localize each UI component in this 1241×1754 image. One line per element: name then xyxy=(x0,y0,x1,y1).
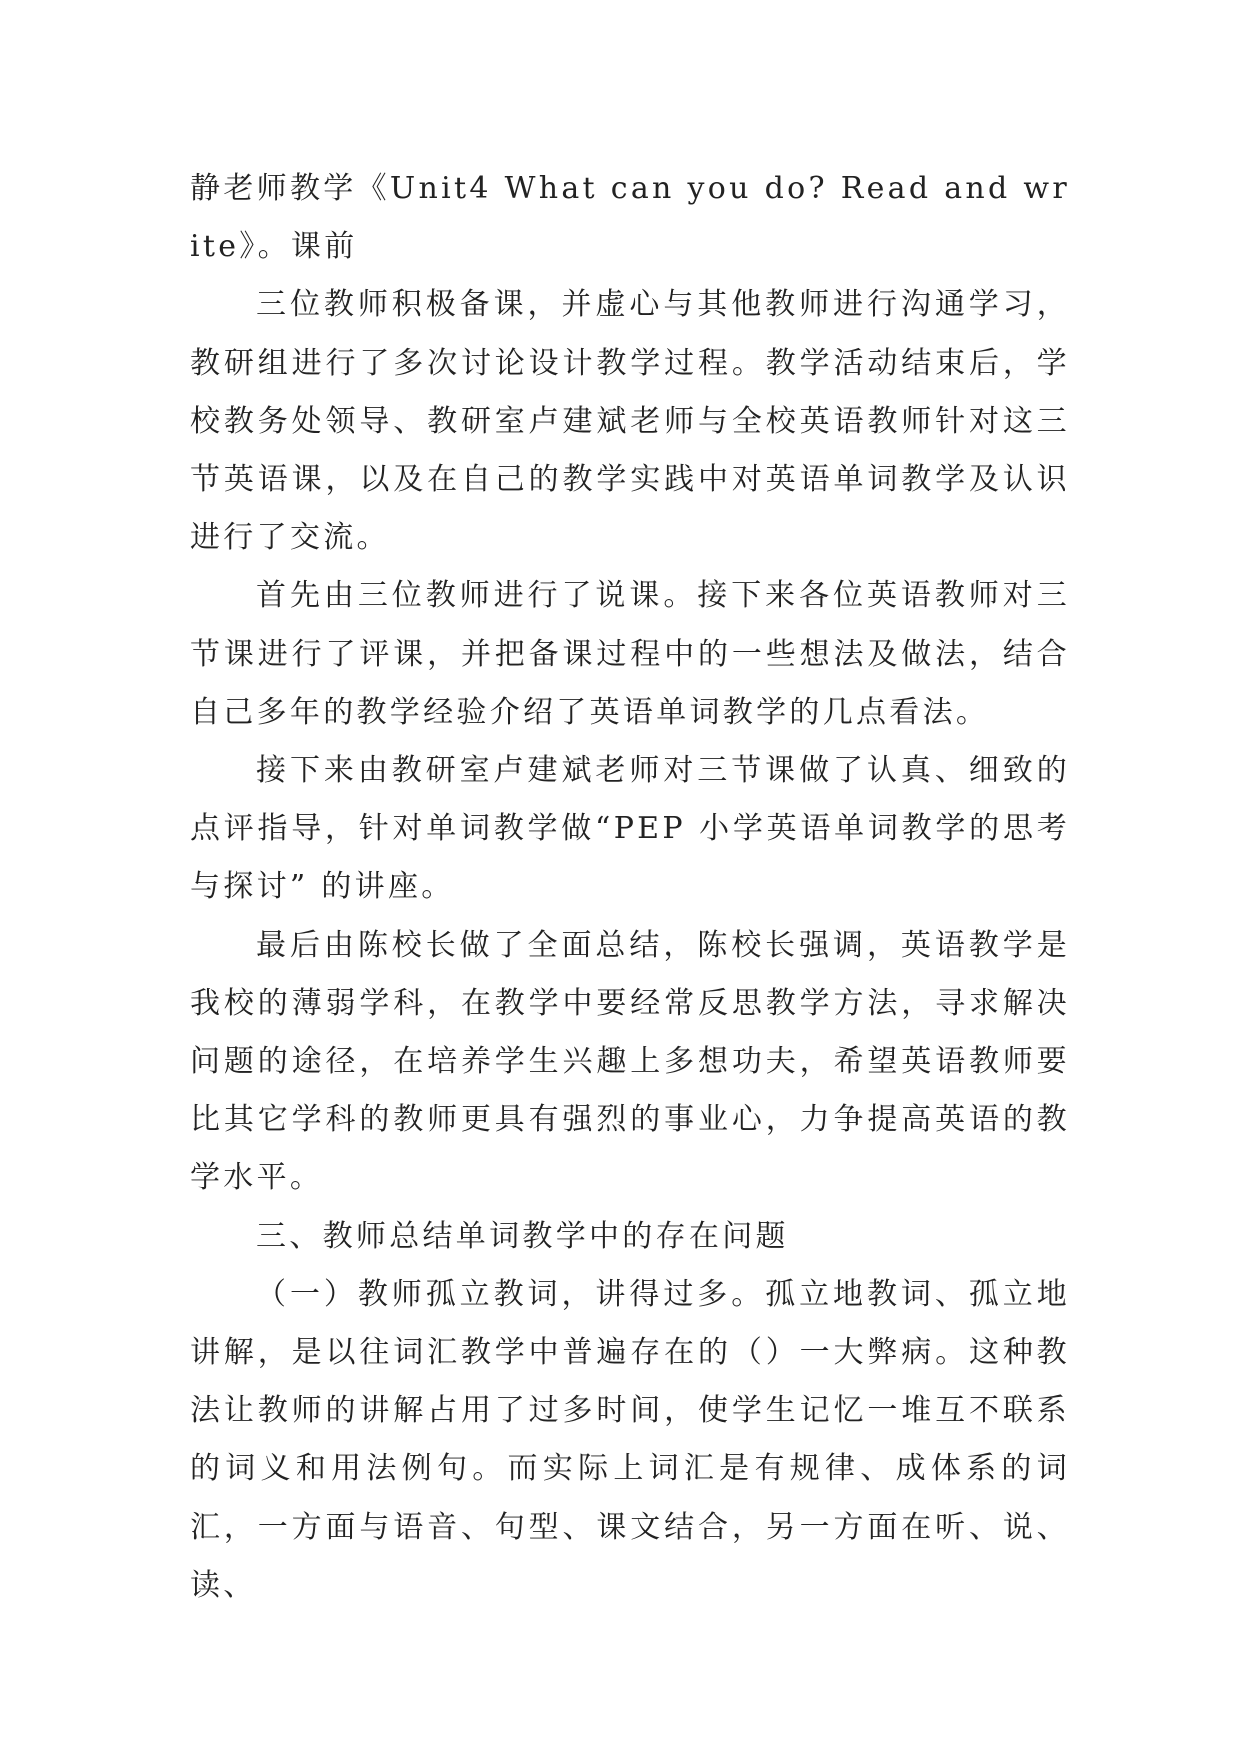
paragraph-1: 三位教师积极备课，并虚心与其他教师进行沟通学习，教研组进行了多次讨论设计教学过程。教学活动结束后，学校教务处领导、教研室卢建斌老师与全校英语教师针对这三节英语课，以及在自己的教学实践中对英语单词教学及认识进行了交流。 xyxy=(190,287,1070,556)
section-heading: 三、教师总结单词教学中的存在问题 xyxy=(256,1218,789,1254)
paragraph-0: 静老师教学《Unit4 What can you do? Read and write》。课前 xyxy=(190,171,1070,265)
paragraph-4: 最后由陈校长做了全面总结，陈校长强调，英语教学是我校的薄弱学科，在教学中要经常反思教学方法，寻求解决问题的途径，在培养学生兴趣上多想功夫，希望英语教师要比其它学科的教师更具有强烈的事业心，力争提高英语的教学水平。 xyxy=(190,927,1070,1196)
paragraph-2: 首先由三位教师进行了说课。接下来各位英语教师对三节课进行了评课，并把备课过程中的一些想法及做法，结合自己多年的教学经验介绍了英语单词教学的几点看法。 xyxy=(190,578,1070,730)
paragraph-6: （一）教师孤立教词，讲得过多。孤立地教词、孤立地讲解，是以往词汇教学中普遍存在的（）一大弊病。这种教法让教师的讲解占用了过多时间，使学生记忆一堆互不联系的词义和用法例句。而实际上词汇是有规律、成体系的词汇，一方面与语音、句型、课文结合，另一方面在听、说、读、 xyxy=(190,1276,1070,1603)
paragraph-3: 接下来由教研室卢建斌老师对三节课做了认真、细致的点评指导，针对单词教学做“PEP 小学英语单词教学的思考与探讨” 的讲座。 xyxy=(190,753,1070,905)
document-body xyxy=(190,160,1070,1615)
